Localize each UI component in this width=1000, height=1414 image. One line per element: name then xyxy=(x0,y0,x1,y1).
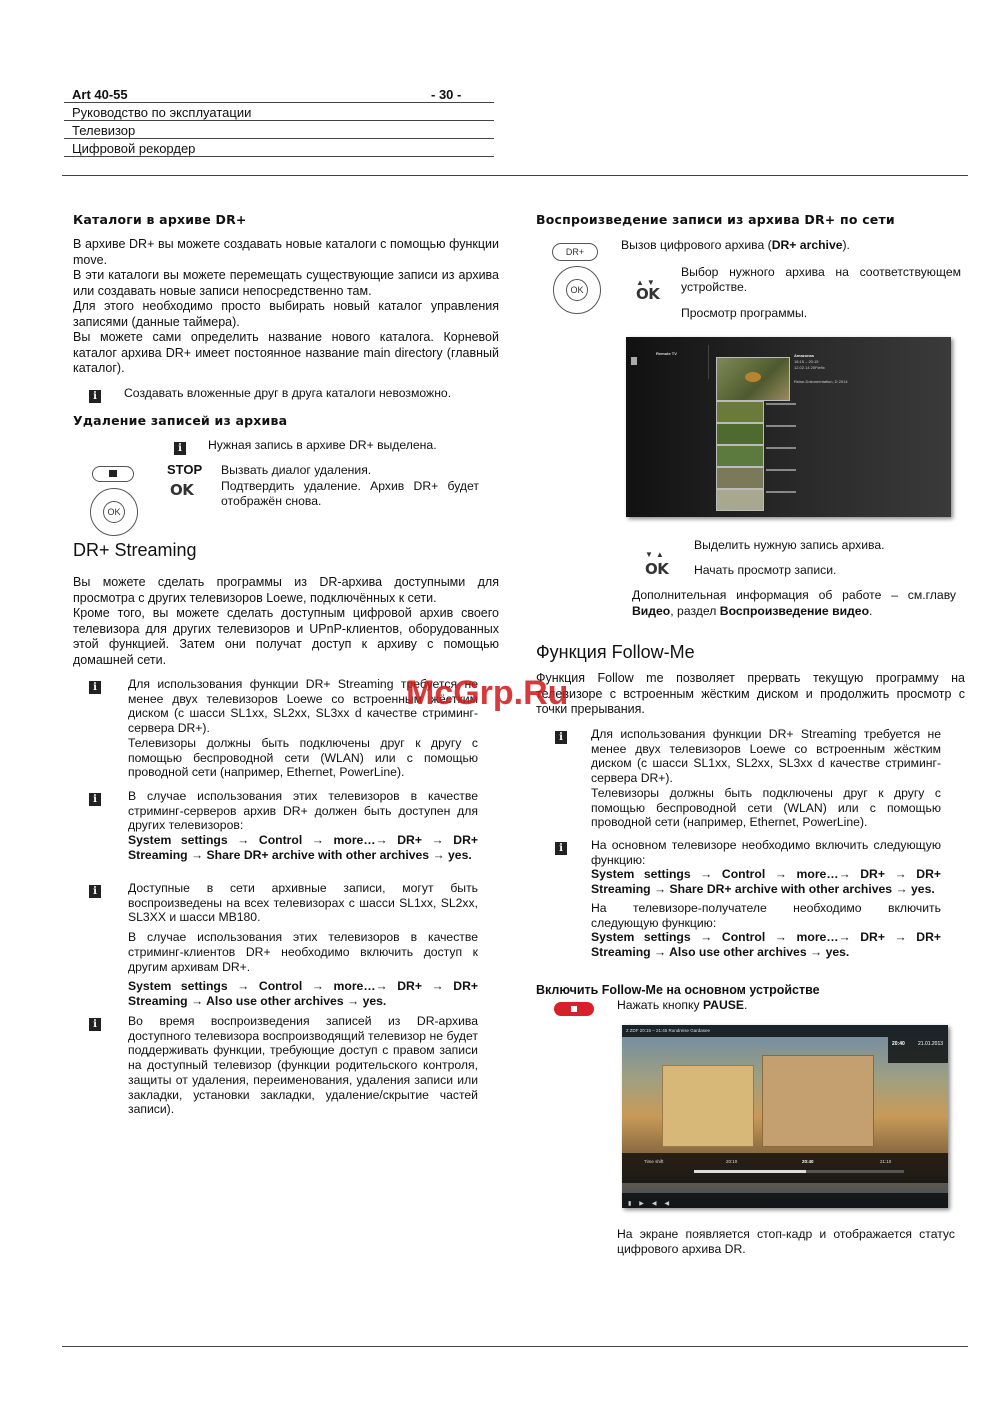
delete-stop-text: Вызвать диалог удаления. xyxy=(221,463,372,477)
play-step4: Выделить нужную запись архива. xyxy=(694,538,885,552)
followme-note2-path2: System settings → Control → more…→ DR+ → DR+ Streaming → Also use other archives → yes. xyxy=(591,930,941,959)
info-icon: i xyxy=(174,442,186,455)
info-icon: i xyxy=(89,885,101,898)
catalogs-text xyxy=(73,237,499,377)
recording-thumbnail xyxy=(716,445,764,467)
ok-button-icon: OK xyxy=(103,501,125,523)
followme-pause-step: Нажать кнопку PAUSE. xyxy=(617,998,748,1012)
streaming-note2 xyxy=(128,789,478,863)
play-step5: Начать просмотр записи. xyxy=(694,563,837,577)
header-line2: Телевизор xyxy=(64,122,494,139)
streaming-p2: Кроме того, вы можете сделать доступным цифровой архив своего телевизора для других телевизоров и UPnP-клиентов, оборудованных этой функцией. Затем они получат доступ к архиву с помощью домашней сети. xyxy=(73,606,499,667)
info-icon: i xyxy=(89,793,101,806)
playback-controls: ▮▶◀◀ xyxy=(622,1193,948,1208)
up-down-arrows-icon: ▲▼ xyxy=(636,278,658,287)
streaming-note3 xyxy=(128,881,478,1009)
play-step1 xyxy=(621,238,961,253)
play-step1-c: ). xyxy=(842,238,850,252)
screen1-title: Amazonas xyxy=(794,353,815,358)
catalogs-p2: В эти каталоги вы можете перемещать существующие записи из архива или создавать новые записи непосредственно там. xyxy=(73,268,499,298)
catalogs-p3: Для этого необходимо просто выбирать новый каталог управления записями (данные таймера). xyxy=(73,299,499,329)
header-page-number: - 30 - xyxy=(431,87,462,102)
play-step3: Просмотр программы. xyxy=(681,306,808,320)
stop-button-icon xyxy=(92,466,134,482)
delete-note: Нужная запись в архиве DR+ выделена. xyxy=(208,438,437,452)
play-more-d: Воспроизведение видео xyxy=(719,603,870,618)
catalogs-p4: Вы можете сами определить название нового каталога. Корневой каталог архива DR+ имеет постоянное название main directory (главный каталог). xyxy=(73,330,499,375)
header-model-row xyxy=(64,86,494,103)
navigation-ring-icon xyxy=(553,266,601,314)
streaming-note2-a: В случае использования этих телевизоров в качестве стриминг-серверов архив DR+ должен быть доступен для других телевизоров: xyxy=(128,789,478,833)
header-line3: Цифровой рекордер xyxy=(64,140,494,157)
catalogs-note: Создавать вложенные друг в друга каталоги невозможно. xyxy=(124,386,452,400)
dr-plus-button-icon: DR+ xyxy=(552,243,598,261)
streaming-note4: Во время воспроизведения записей из DR-архива доступного телевизора воспроизводящий телевизор не будет поддерживать функции, требующие доступ с правом записи на доступный телевизор (функции родительского контроля, защиты от удаления, переименования, удаления записи или закладки, установки закладки, удаление/скрытие частей записи). xyxy=(128,1014,478,1117)
watermark: McGrp.Ru xyxy=(406,674,569,712)
header-model: Art 40-55 xyxy=(72,87,128,102)
play-heading: Воспроизведение записи из архива DR+ по сети xyxy=(536,212,895,227)
play-step1-b: DR+ archive xyxy=(771,238,843,252)
archive-screenshot xyxy=(626,337,951,517)
streaming-note3-path: System settings → Control → more…→ DR+ → DR+ Streaming → Also use other archives → yes. xyxy=(128,979,478,1008)
screen2-top-info: 2 ZDF 20:15 – 21:45 Rundreise Gardasee xyxy=(626,1028,711,1033)
stop-key-label: STOP xyxy=(167,462,203,477)
screen2-date: 21.01.2013 xyxy=(918,1041,944,1047)
followme-note1-b: Телевизоры должны быть подключены друг к другу с помощью беспроводной сети (WLAN) или с помощью проводной сети (например, Ethernet, PowerLine). xyxy=(591,785,941,830)
header-divider xyxy=(62,175,968,176)
screen2-time1: 20:10 xyxy=(726,1159,738,1164)
followme-note2-b: На телевизоре-получателе необходимо включить следующую функцию: xyxy=(591,900,941,930)
followme-result: На экране появляется стоп-кадр и отображается статус цифрового архива DR. xyxy=(617,1227,955,1256)
timeshift-progress-bar xyxy=(694,1170,904,1173)
streaming-note1-a: Для использования функции DR+ Streaming требуется не менее двух телевизоров Loewe со встроенным жёстким диском (с шасси SL1xx, SL2xx, SL3xx d качестве стриминг-сервера DR+). xyxy=(128,677,478,736)
screen2-timeshift: Time shift xyxy=(644,1159,664,1164)
info-icon: i xyxy=(89,681,101,694)
delete-heading: Удаление записей из архива xyxy=(73,413,288,428)
play-more-a: Дополнительная информация об работе – см.главу xyxy=(632,588,956,602)
catalogs-p1: В архиве DR+ вы можете создавать новые каталоги с помощью функции move. xyxy=(73,237,499,267)
header-line1: Руководство по эксплуатации xyxy=(64,104,494,121)
catalogs-heading: Каталоги в архиве DR+ xyxy=(73,212,247,227)
screen2-time3: 21:10 xyxy=(880,1159,892,1164)
followme-on-heading: Включить Follow-Me на основном устройстве xyxy=(536,983,820,997)
recording-thumbnail xyxy=(716,467,764,489)
screen1-source: Remote TV xyxy=(656,351,677,356)
pause-button-icon xyxy=(554,1002,594,1016)
streaming-heading: DR+ Streaming xyxy=(73,540,197,560)
followme-pause-b: PAUSE xyxy=(702,998,745,1012)
info-icon: i xyxy=(89,390,101,403)
screen1-time: 18:15 – 20:15 xyxy=(794,359,819,364)
info-icon: i xyxy=(89,1018,101,1031)
play-more-info: Дополнительная информация об работе – см.главу Видео, раздел Воспроизведение видео. xyxy=(632,588,956,618)
streaming-p1: Вы можете сделать программы из DR-архива доступными для просмотра с других телевизоров Loewe, подключённых к сети. xyxy=(73,575,499,605)
screen2-time2: 20:40 xyxy=(802,1159,814,1164)
streaming-note3-b: В случае использования этих телевизоров в качестве стриминг-клиентов DR+ необходимо включить доступ к другим архивам DR+. xyxy=(128,930,478,974)
followme-note1 xyxy=(591,727,941,830)
selected-recording-thumbnail xyxy=(716,357,790,401)
ok-key-label: OK xyxy=(645,560,669,578)
ok-button-icon: OK xyxy=(566,279,588,301)
followme-note2-path: System settings → Control → more…→ DR+ → DR+ Streaming → Share DR+ archive with other archives → yes. xyxy=(591,867,941,897)
followme-text: Функция Follow me позволяет прервать текущую программу на телевизоре с встроенным жёстким диском и продолжить просмотр с точки прерывания. xyxy=(536,671,965,716)
recording-thumbnail xyxy=(716,423,764,445)
streaming-text xyxy=(73,575,499,668)
info-icon: i xyxy=(555,842,567,855)
info-icon: i xyxy=(555,731,567,744)
recording-thumbnail xyxy=(716,489,764,511)
down-up-arrows-icon: ▼▲ xyxy=(645,550,667,559)
ok-key-label: OK xyxy=(170,481,194,499)
footer-divider xyxy=(62,1346,968,1347)
folder-icon xyxy=(631,357,637,365)
followme-screenshot xyxy=(622,1025,948,1208)
play-step2: Выбор нужного архива на соответствующем устройстве. xyxy=(681,265,961,294)
play-more-c: , раздел xyxy=(670,603,717,618)
play-more-b: Видео xyxy=(632,603,671,618)
recording-thumbnail xyxy=(716,401,764,423)
followme-note1-a: Для использования функции DR+ Streaming требуется не менее двух телевизоров Loewe со встроенным жёстким диском (с шасси SL1xx, SL2xx, SL3xx d качестве стриминг-сервера DR+). xyxy=(591,727,941,786)
followme-note2 xyxy=(591,838,941,960)
ok-key-label: OK xyxy=(636,285,660,303)
delete-ok-text: Подтвердить удаление. Архив DR+ будет отображён снова. xyxy=(221,479,479,508)
streaming-note2-path: System settings → Control → more…→ DR+ → DR+ Streaming → Share DR+ archive with other archives → yes. xyxy=(128,833,478,862)
screen2-clock: 20:40 xyxy=(892,1041,905,1047)
streaming-note3-a: Доступные в сети архивные записи, могут быть воспроизведены на всех телевизорах с шасси SL1xx, SL2xx, SL3XX и шасси MB180. xyxy=(128,881,478,925)
streaming-note1-b: Телевизоры должны быть подключены друг к другу с помощью беспроводной сети (WLAN) или с помощью проводной сети (например, Ethernet, PowerLine). xyxy=(128,735,478,780)
followme-note2-a: На основном телевизоре необходимо включить следующую функцию: xyxy=(591,838,941,867)
navigation-ring-icon xyxy=(90,488,138,536)
screen1-desc: Reise-Dokumentation, D 2014 xyxy=(794,379,848,384)
followme-heading: Функция Follow-Me xyxy=(536,642,695,662)
followme-pause-a: Нажать кнопку xyxy=(617,998,703,1012)
play-step1-a: Вызов цифрового архива ( xyxy=(621,238,772,252)
screen1-date: 12.02.14 20Fiefix xyxy=(794,365,825,370)
